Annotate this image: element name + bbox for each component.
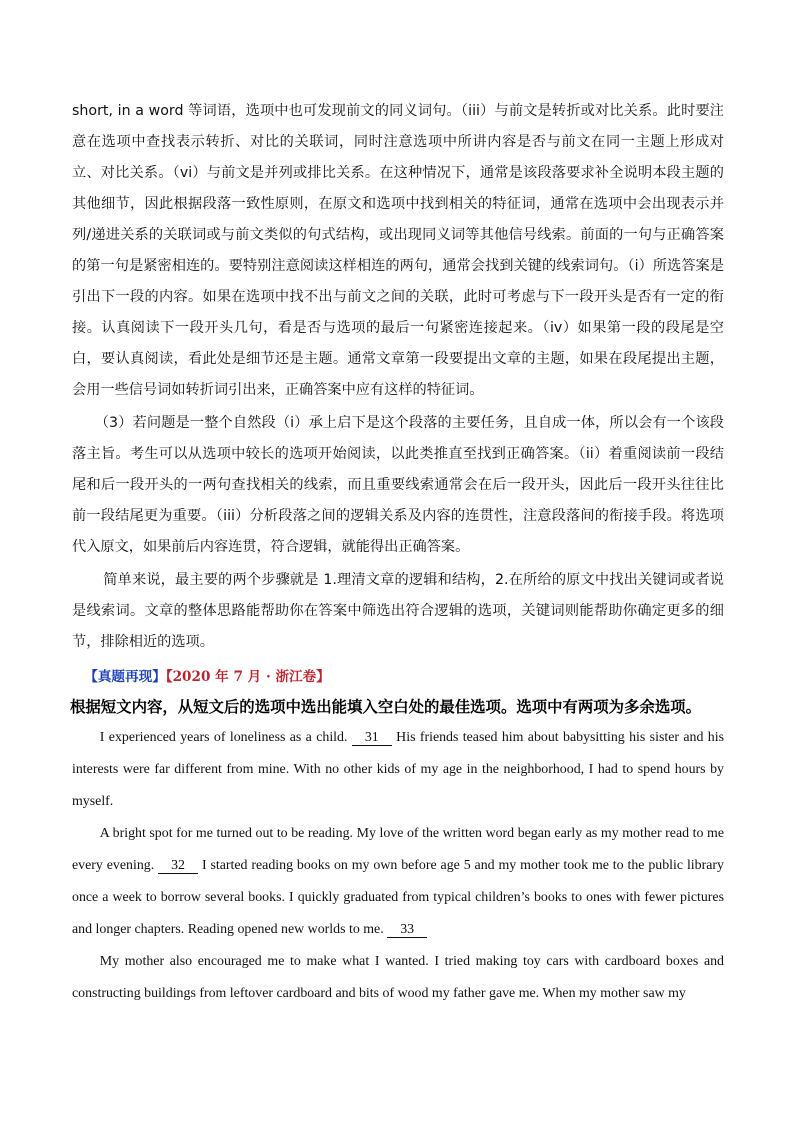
exam-source: 【2020 年 7 月 · 浙江卷】 [165, 669, 330, 685]
passage-text: His friends teased him about babysitting his sister and his interests were far different from mine. With no other kids of my age in the neighborhood, I had to spend hours by myself. [72, 730, 724, 809]
passage-paragraph-1 [72, 722, 724, 818]
passage-text: I started reading books on my own before age 5 and my mother took me to the public library once a week to borrow several books. I quickly graduated from typical children’s books to ones with fewer pictures and longer chapters. Reading opened new worlds to me. [72, 858, 724, 937]
blank-32: 32 [158, 858, 198, 874]
tips-paragraph-2: （3）若问题是一整个自然段（i）承上启下是这个段落的主要任务，且自成一体，所以会有一个该段落主旨。考生可以从选项中较长的选项开始阅读，以此类推直至找到正确答案。（ii）着重阅读前一段结尾和后一段开头的一两句查找相关的线索，而且重要线索通常会在后一段开头，因此后一段开头往往比前一段结尾更为重要。（iii）分析段落之间的逻辑关系及内容的连贯性，注意段落间的衔接手段。将选项代入原文，如果前后内容连贯，符合逻辑，就能得出正确答案。 [72, 415, 724, 555]
passage-text: I experienced years of loneliness as a child. [99, 730, 352, 745]
blank-33: 33 [387, 922, 427, 938]
tips-paragraph-summary: 简单来说，最主要的两个步骤就是 1.理清文章的逻辑和结构，2.在所给的原文中找出关键词或者说是线索词。文章的整体思路能帮助你在答案中筛选出符合逻辑的选项，关键词则能帮助你确定更多的细节，排除相近的选项。 [72, 572, 724, 650]
page-content [72, 96, 724, 1010]
blank-31: 31 [352, 730, 392, 746]
tips-paragraph-1: short, in a word 等词语，选项中也可发现前文的同义词句。（iii）与前文是转折或对比关系。此时要注意在选项中查找表示转折、对比的关联词，同时注意选项中所讲内容是否与前文在同一主题上形成对立、对比关系。（vi）与前文是并列或排比关系。在这种情况下，通常是该段落要求补全说明本段主题的其他细节，因此根据段落一致性原则，在原文和选项中找到相关的特征词，通常在选项中会出现表示并列/递进关系的关联词或与前文类似的句式结构，或出现同义词等其他信号线索。前面的一句与正确答案的第一句是紧密相连的。要特别注意阅读这样相连的两句，通常会找到关键的线索词句。（i）所选答案是引出下一段的内容。如果在选项中找不出与前文之间的关联，此时可考虑与下一段开头是否有一定的衔接。认真阅读下一段开头几句，看是否与选项的最后一句紧密连接起来。（iv）如果第一段的段尾是空白，要认真阅读，看此处是细节还是主题。通常文章第一段要提出文章的主题，如果在段尾提出主题，会用一些信号词如转折词引出来，正确答案中应有这样的特征词。 [72, 103, 724, 398]
passage-paragraph-3: My mother also encouraged me to make what I wanted. I tried making toy cars with cardboard boxes and constructing buildings from leftover cardboard and bits of wood my father gave me. When my mother saw my [72, 954, 724, 1001]
passage-paragraph-2 [72, 818, 724, 946]
question-instruction: 根据短文内容，从短文后的选项中选出能填入空白处的最佳选项。选项中有两项为多余选项。 [70, 698, 702, 716]
passage-text: A bright spot for me turned out to be reading. My love of the written word began early as my mother read to me every evening. [72, 826, 724, 873]
exam-source-line [72, 664, 724, 690]
real-exam-tag: 【真题再现】 [84, 669, 166, 685]
